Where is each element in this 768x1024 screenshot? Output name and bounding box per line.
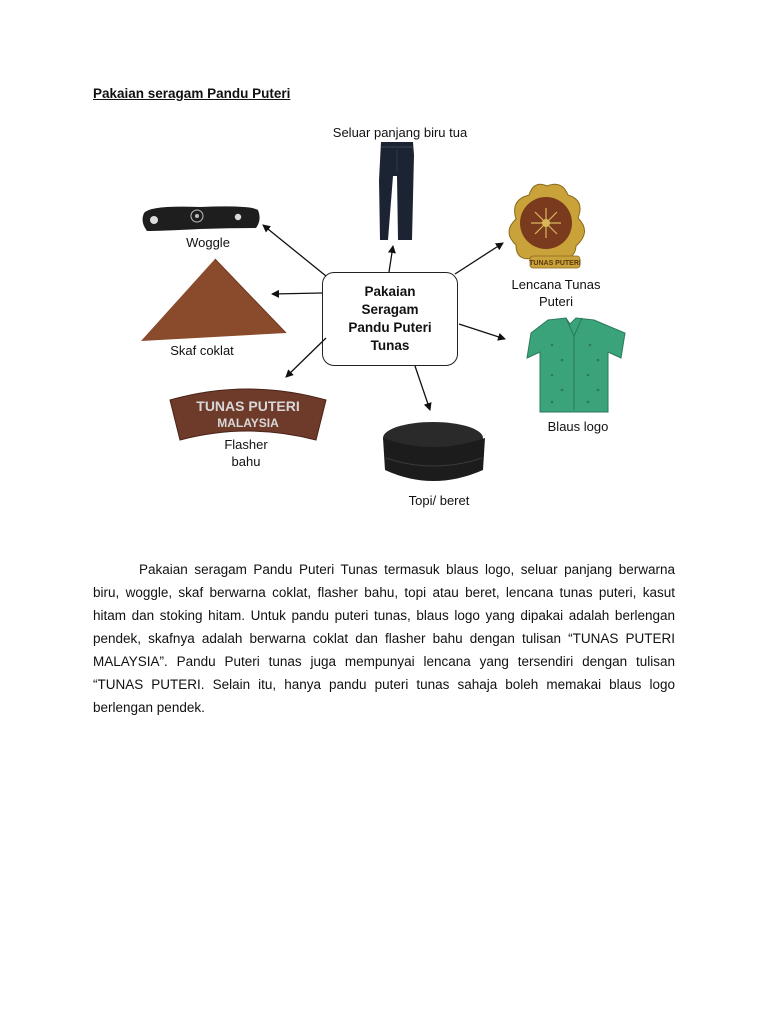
arrow-to-topi <box>415 366 430 410</box>
body-paragraph: Pakaian seragam Pandu Puteri Tunas termasuk blaus logo, seluar panjang berwarna biru, woggle, skaf berwarna coklat, flasher bahu, topi atau beret, lencana tunas puteri, kasut hitam dan stoking hitam. Untuk pandu puteri tunas, blaus logo yang dipakai adalah berlengan pendek, skafnya adalah berwarna coklat dan flasher bahu dengan tulisan “TUNAS PUTERI MALAYSIA”. Pandu Puteri tunas juga mempunyai lencana yang tersendiri dengan tulisan “TUNAS PUTERI. Selain itu, hanya pandu puteri tunas sahaja boleh memakai blaus logo berlengan pendek. <box>93 562 675 715</box>
label-lencana-line1: Lencana Tunas <box>511 277 601 292</box>
arrow-to-lencana <box>455 243 503 274</box>
label-skaf: Skaf coklat <box>170 343 234 358</box>
center-node <box>322 272 458 366</box>
label-woggle: Woggle <box>186 235 230 250</box>
badge-image <box>509 184 585 268</box>
label-blaus: Blaus logo <box>547 419 609 434</box>
arrow-to-flasher <box>286 338 326 377</box>
trousers-image <box>379 142 414 240</box>
page-title: Pakaian seragam Pandu Puteri <box>93 86 291 101</box>
label-flasher-line2: bahu <box>231 454 261 469</box>
label-topi: Topi/ beret <box>408 493 470 508</box>
center-label: Pakaian Seragam Pandu Puteri Tunas <box>348 284 432 353</box>
arrow-to-blaus <box>459 324 505 339</box>
arrow-to-seluar <box>389 246 393 272</box>
scarf-image <box>141 259 286 341</box>
label-flasher-line1: Flasher <box>224 437 268 452</box>
badge-text: TUNAS PUTERI <box>529 260 581 267</box>
woggle-image <box>143 206 260 231</box>
beret-image <box>383 422 485 481</box>
blouse-image <box>527 318 625 412</box>
arrow-to-woggle <box>263 225 326 276</box>
flasher-text-line1: TUNAS PUTERI <box>196 398 300 414</box>
flasher-image <box>170 389 326 440</box>
label-seluar: Seluar panjang biru tua <box>332 125 468 140</box>
arrow-to-skaf <box>272 293 322 294</box>
label-lencana-line2: Puteri <box>539 294 573 309</box>
flasher-text-line2: MALAYSIA <box>217 416 279 430</box>
